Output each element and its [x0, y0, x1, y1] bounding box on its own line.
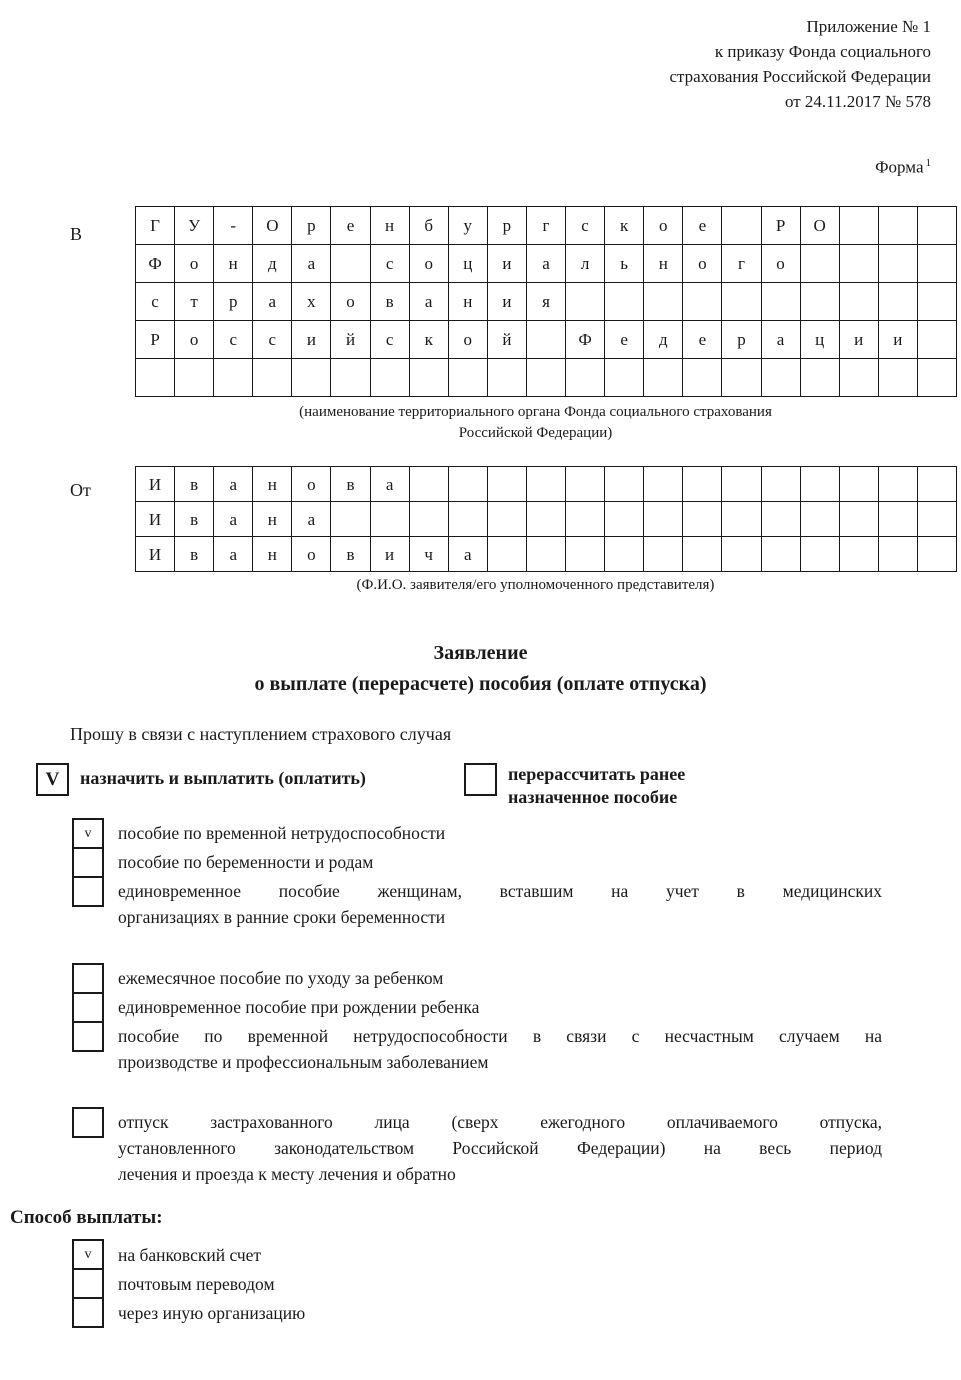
page-title-line-1: Заявление	[433, 642, 528, 664]
grid-cell[interactable]: Ф	[566, 321, 605, 359]
benefit-group-one	[72, 818, 882, 930]
grid-cell[interactable]	[605, 502, 644, 537]
payment-method-group	[72, 1239, 882, 1328]
grid-cell[interactable]: и	[292, 321, 331, 359]
grid-row	[136, 321, 957, 359]
grid-cell[interactable]: и	[487, 283, 526, 321]
benefit-group-two	[72, 963, 882, 1075]
action-label-line: назначить и выплатить (оплатить)	[80, 768, 366, 788]
grid-cell[interactable]	[761, 283, 800, 321]
option-label-line: единовременное пособие женщинам, вставшим на учет в медицинских	[118, 881, 882, 901]
grid-cell[interactable]: в	[175, 537, 214, 572]
form-label-text: Форма	[875, 157, 924, 177]
option-label-line: пособие по беременности и родам	[118, 852, 374, 872]
grid-cell[interactable]: о	[175, 245, 214, 283]
grid-cell[interactable]: в	[370, 283, 409, 321]
checkbox-assign-and-pay[interactable]: V	[36, 763, 69, 796]
grid-cell[interactable]: й	[487, 321, 526, 359]
action-assign-and-pay[interactable]	[36, 763, 366, 796]
option-label-early-pregnancy-registration	[118, 876, 882, 930]
grid-cell[interactable]	[839, 502, 878, 537]
grid-cell[interactable]	[526, 467, 565, 502]
grid-cell[interactable]	[644, 467, 683, 502]
grid-cell[interactable]	[917, 321, 956, 359]
grid-cell[interactable]: О	[800, 207, 839, 245]
grid-cell[interactable]: д	[644, 321, 683, 359]
checkbox-work-injury-disability[interactable]	[72, 1021, 104, 1052]
grid-cell[interactable]	[839, 537, 878, 572]
grid-cell[interactable]: И	[136, 537, 175, 572]
grid-cell[interactable]	[331, 502, 370, 537]
grid-cell[interactable]: Ф	[136, 245, 175, 283]
grid-cell[interactable]: -	[214, 207, 253, 245]
grid-cell[interactable]	[683, 537, 722, 572]
grid-cell[interactable]	[487, 467, 526, 502]
grid-row	[136, 502, 957, 537]
grid-row	[136, 283, 957, 321]
grid-cell[interactable]	[839, 283, 878, 321]
grid-cell[interactable]	[761, 537, 800, 572]
grid-cell[interactable]: х	[292, 283, 331, 321]
organization-side-label: В	[70, 224, 83, 244]
option-label-line: единовременное пособие при рождении ребенка	[118, 997, 480, 1017]
checkbox-temporary-disability[interactable]: v	[72, 818, 104, 849]
grid-cell[interactable]: а	[526, 245, 565, 283]
grid-cell[interactable]: н	[644, 245, 683, 283]
grid-cell[interactable]	[253, 359, 292, 397]
grid-cell[interactable]: о	[292, 467, 331, 502]
document-header	[511, 14, 931, 114]
grid-cell[interactable]: ц	[448, 245, 487, 283]
grid-cell[interactable]: о	[644, 207, 683, 245]
benefit-group-three	[72, 1107, 882, 1187]
grid-cell[interactable]	[839, 359, 878, 397]
grid-cell[interactable]: о	[409, 245, 448, 283]
grid-cell[interactable]	[566, 467, 605, 502]
grid-cell[interactable]	[722, 537, 761, 572]
applicant-character-grid[interactable]	[135, 466, 957, 572]
grid-cell[interactable]	[683, 502, 722, 537]
grid-cell[interactable]	[487, 537, 526, 572]
grid-cell[interactable]: в	[331, 467, 370, 502]
grid-cell[interactable]: Р	[136, 321, 175, 359]
option-row-bank-account[interactable]	[72, 1239, 882, 1270]
grid-cell[interactable]: н	[214, 245, 253, 283]
grid-cell[interactable]	[605, 283, 644, 321]
organization-caption	[0, 402, 961, 444]
grid-cell[interactable]: и	[370, 537, 409, 572]
option-label-line: ежемесячное пособие по уходу за ребенком	[118, 968, 444, 988]
grid-cell[interactable]: О	[253, 207, 292, 245]
grid-cell[interactable]	[722, 207, 761, 245]
grid-cell[interactable]	[566, 359, 605, 397]
grid-row	[136, 359, 957, 397]
grid-cell[interactable]	[448, 467, 487, 502]
grid-row	[136, 207, 957, 245]
grid-cell[interactable]: н	[448, 283, 487, 321]
organization-caption-line-1: (наименование территориального органа Фонда социального страхования	[299, 404, 772, 420]
option-row-postal-transfer[interactable]	[72, 1268, 882, 1299]
grid-cell[interactable]: н	[253, 537, 292, 572]
grid-cell[interactable]	[566, 537, 605, 572]
grid-row	[136, 467, 957, 502]
grid-row	[136, 245, 957, 283]
grid-cell[interactable]: Г	[136, 207, 175, 245]
option-row-pregnancy-and-childbirth[interactable]	[72, 847, 882, 878]
option-label-pregnancy-and-childbirth	[118, 847, 882, 875]
grid-cell[interactable]	[917, 283, 956, 321]
grid-cell[interactable]	[878, 245, 917, 283]
grid-cell[interactable]	[839, 467, 878, 502]
grid-cell[interactable]: а	[214, 467, 253, 502]
grid-cell[interactable]	[175, 359, 214, 397]
grid-cell[interactable]: к	[409, 321, 448, 359]
form-label	[875, 152, 931, 179]
grid-cell[interactable]: б	[409, 207, 448, 245]
grid-cell[interactable]	[644, 359, 683, 397]
grid-cell[interactable]: и	[878, 321, 917, 359]
option-label-line: почтовым переводом	[118, 1274, 275, 1294]
grid-cell[interactable]: И	[136, 467, 175, 502]
checkbox-other-organization[interactable]	[72, 1297, 104, 1328]
grid-cell[interactable]: ч	[409, 537, 448, 572]
checkbox-postal-transfer[interactable]	[72, 1268, 104, 1299]
grid-cell[interactable]: к	[605, 207, 644, 245]
header-line-2: к приказу Фонда социального	[714, 42, 931, 61]
option-label-other-organization	[118, 1297, 882, 1327]
grid-cell[interactable]: р	[722, 321, 761, 359]
grid-cell[interactable]	[761, 467, 800, 502]
grid-cell[interactable]	[800, 359, 839, 397]
option-label-line: лечения и проезда к месту лечения и обратно	[118, 1164, 456, 1184]
grid-cell[interactable]	[448, 502, 487, 537]
primary-action-row	[36, 763, 936, 809]
header-line-1: Приложение № 1	[806, 17, 931, 36]
option-label-line: через иную организацию	[118, 1303, 306, 1323]
grid-cell[interactable]: а	[448, 537, 487, 572]
option-label-line: пособие по временной нетрудоспособности в связи с несчастным случаем на	[118, 1026, 882, 1046]
grid-cell[interactable]	[605, 537, 644, 572]
grid-cell[interactable]	[878, 467, 917, 502]
checkbox-monthly-childcare[interactable]	[72, 963, 104, 994]
grid-cell[interactable]: г	[526, 207, 565, 245]
grid-cell[interactable]	[331, 245, 370, 283]
grid-cell[interactable]	[917, 537, 956, 572]
grid-cell[interactable]	[917, 245, 956, 283]
grid-cell[interactable]: л	[566, 245, 605, 283]
option-label-line: установленного законодательством Российской Федерации) на весь период	[118, 1138, 882, 1158]
action-label-line: перерассчитать ранее	[507, 764, 686, 784]
grid-cell[interactable]: а	[409, 283, 448, 321]
grid-cell[interactable]	[683, 467, 722, 502]
grid-cell[interactable]	[722, 283, 761, 321]
page-title-line-2: о выплате (перерасчете) пособия (оплате отпуска)	[254, 673, 707, 695]
option-row-work-injury-disability[interactable]	[72, 1021, 882, 1075]
checkbox-early-pregnancy-registration[interactable]	[72, 876, 104, 907]
grid-cell[interactable]	[605, 359, 644, 397]
option-label-line: организациях в ранние сроки беременности	[118, 907, 446, 927]
grid-cell[interactable]: а	[761, 321, 800, 359]
grid-row	[136, 537, 957, 572]
grid-cell[interactable]: а	[370, 467, 409, 502]
grid-cell[interactable]: а	[292, 502, 331, 537]
grid-cell[interactable]: а	[253, 283, 292, 321]
applicant-caption	[0, 575, 961, 596]
organization-grid-body	[136, 207, 957, 397]
grid-cell[interactable]: о	[175, 321, 214, 359]
grid-cell[interactable]	[409, 359, 448, 397]
option-label-line: производстве и профессиональным заболеванием	[118, 1052, 489, 1072]
applicant-block	[0, 466, 961, 596]
grid-cell[interactable]	[370, 502, 409, 537]
grid-cell[interactable]: р	[487, 207, 526, 245]
grid-cell[interactable]: о	[683, 245, 722, 283]
grid-cell[interactable]	[839, 245, 878, 283]
applicant-caption-line-1: (Ф.И.О. заявителя/его уполномоченного представителя)	[356, 577, 715, 593]
grid-cell[interactable]: и	[487, 245, 526, 283]
grid-cell[interactable]	[722, 359, 761, 397]
grid-cell[interactable]	[526, 321, 565, 359]
grid-cell[interactable]	[917, 359, 956, 397]
grid-cell[interactable]	[839, 207, 878, 245]
intro-text: Прошу в связи с наступлением страхового случая	[70, 724, 452, 744]
grid-cell[interactable]	[566, 502, 605, 537]
grid-cell[interactable]: с	[253, 321, 292, 359]
grid-cell[interactable]: в	[175, 467, 214, 502]
grid-cell[interactable]: в	[175, 502, 214, 537]
header-line-4: от 24.11.2017 № 578	[784, 92, 931, 111]
option-row-insured-person-leave[interactable]	[72, 1107, 882, 1187]
grid-cell[interactable]: т	[175, 283, 214, 321]
organization-character-grid[interactable]	[135, 206, 957, 397]
grid-cell[interactable]: е	[683, 207, 722, 245]
option-row-other-organization[interactable]	[72, 1297, 882, 1328]
grid-cell[interactable]	[566, 283, 605, 321]
grid-cell[interactable]	[800, 537, 839, 572]
grid-cell[interactable]	[878, 283, 917, 321]
grid-cell[interactable]: а	[214, 537, 253, 572]
grid-cell[interactable]: я	[526, 283, 565, 321]
grid-cell[interactable]	[722, 467, 761, 502]
grid-cell[interactable]	[878, 502, 917, 537]
grid-cell[interactable]: у	[448, 207, 487, 245]
grid-cell[interactable]	[370, 359, 409, 397]
grid-cell[interactable]	[800, 245, 839, 283]
checkbox-insured-person-leave[interactable]	[72, 1107, 104, 1138]
option-row-monthly-childcare[interactable]	[72, 963, 882, 994]
grid-cell[interactable]: н	[370, 207, 409, 245]
grid-cell[interactable]: о	[448, 321, 487, 359]
grid-cell[interactable]	[800, 283, 839, 321]
grid-cell[interactable]	[409, 467, 448, 502]
grid-cell[interactable]: а	[214, 502, 253, 537]
grid-cell[interactable]	[487, 359, 526, 397]
grid-cell[interactable]	[761, 359, 800, 397]
organization-block	[0, 206, 961, 444]
grid-cell[interactable]	[644, 537, 683, 572]
grid-cell[interactable]	[644, 502, 683, 537]
grid-cell[interactable]: и	[839, 321, 878, 359]
option-label-line: пособие по временной нетрудоспособности	[118, 823, 446, 843]
applicant-grid-body	[136, 467, 957, 572]
grid-cell[interactable]	[917, 502, 956, 537]
grid-cell[interactable]	[878, 207, 917, 245]
grid-cell[interactable]	[526, 537, 565, 572]
grid-cell[interactable]: а	[292, 245, 331, 283]
grid-cell[interactable]: е	[331, 207, 370, 245]
grid-cell[interactable]: р	[292, 207, 331, 245]
grid-cell[interactable]: с	[214, 321, 253, 359]
grid-cell[interactable]: д	[253, 245, 292, 283]
header-line-3: страхования Российской Федерации	[669, 67, 931, 86]
grid-cell[interactable]	[448, 359, 487, 397]
option-row-early-pregnancy-registration[interactable]	[72, 876, 882, 930]
grid-cell[interactable]: н	[253, 467, 292, 502]
action-label-recalculate	[508, 763, 685, 809]
checkbox-bank-account[interactable]: v	[72, 1239, 104, 1270]
organization-caption-line-2: Российской Федерации)	[458, 425, 613, 441]
grid-cell[interactable]	[917, 467, 956, 502]
grid-cell[interactable]	[292, 359, 331, 397]
page-title	[0, 638, 961, 700]
option-row-temporary-disability[interactable]	[72, 818, 882, 849]
grid-cell[interactable]	[683, 283, 722, 321]
grid-cell[interactable]: У	[175, 207, 214, 245]
grid-cell[interactable]: н	[253, 502, 292, 537]
grid-cell[interactable]: е	[683, 321, 722, 359]
payment-method-heading: Способ выплаты:	[10, 1207, 163, 1228]
option-label-childbirth-lump-sum	[118, 992, 882, 1020]
grid-cell[interactable]	[800, 467, 839, 502]
grid-cell[interactable]	[878, 359, 917, 397]
applicant-side-label: От	[70, 480, 91, 500]
grid-cell[interactable]	[917, 207, 956, 245]
grid-cell[interactable]	[800, 502, 839, 537]
checkbox-pregnancy-and-childbirth[interactable]	[72, 847, 104, 878]
option-label-work-injury-disability	[118, 1021, 882, 1075]
grid-cell[interactable]: с	[136, 283, 175, 321]
grid-cell[interactable]	[722, 502, 761, 537]
grid-cell[interactable]: е	[605, 321, 644, 359]
grid-cell[interactable]: в	[331, 537, 370, 572]
grid-cell[interactable]	[683, 359, 722, 397]
option-label-postal-transfer	[118, 1268, 882, 1298]
option-label-bank-account	[118, 1239, 882, 1269]
option-label-monthly-childcare	[118, 963, 882, 991]
grid-cell[interactable]: й	[331, 321, 370, 359]
grid-cell[interactable]: ц	[800, 321, 839, 359]
option-label-line: на банковский счет	[118, 1245, 262, 1265]
option-label-line: отпуск застрахованного лица (сверх ежегодного оплачиваемого отпуска,	[118, 1112, 882, 1132]
grid-cell[interactable]	[605, 467, 644, 502]
action-label-assign-and-pay	[80, 763, 366, 790]
grid-cell[interactable]: о	[331, 283, 370, 321]
grid-cell[interactable]	[409, 502, 448, 537]
action-label-line: назначенное пособие	[507, 787, 678, 807]
grid-cell[interactable]: г	[722, 245, 761, 283]
grid-cell[interactable]	[331, 359, 370, 397]
checkbox-childbirth-lump-sum[interactable]	[72, 992, 104, 1023]
grid-cell[interactable]	[136, 359, 175, 397]
grid-cell[interactable]: ь	[605, 245, 644, 283]
option-label-temporary-disability	[118, 818, 882, 846]
grid-cell[interactable]	[214, 359, 253, 397]
grid-cell[interactable]: Р	[761, 207, 800, 245]
grid-cell[interactable]: с	[370, 245, 409, 283]
grid-cell[interactable]	[487, 502, 526, 537]
grid-cell[interactable]: о	[761, 245, 800, 283]
grid-cell[interactable]	[526, 359, 565, 397]
grid-cell[interactable]: р	[214, 283, 253, 321]
form-footnote-marker: 1	[925, 157, 931, 169]
grid-cell[interactable]: о	[292, 537, 331, 572]
action-recalculate[interactable]	[464, 763, 685, 809]
grid-cell[interactable]: с	[370, 321, 409, 359]
grid-cell[interactable]	[878, 537, 917, 572]
grid-cell[interactable]	[761, 502, 800, 537]
option-label-insured-person-leave	[118, 1107, 882, 1187]
grid-cell[interactable]	[526, 502, 565, 537]
checkbox-recalculate[interactable]	[464, 763, 497, 796]
option-row-childbirth-lump-sum[interactable]	[72, 992, 882, 1023]
grid-cell[interactable]: И	[136, 502, 175, 537]
grid-cell[interactable]	[644, 283, 683, 321]
grid-cell[interactable]: с	[566, 207, 605, 245]
